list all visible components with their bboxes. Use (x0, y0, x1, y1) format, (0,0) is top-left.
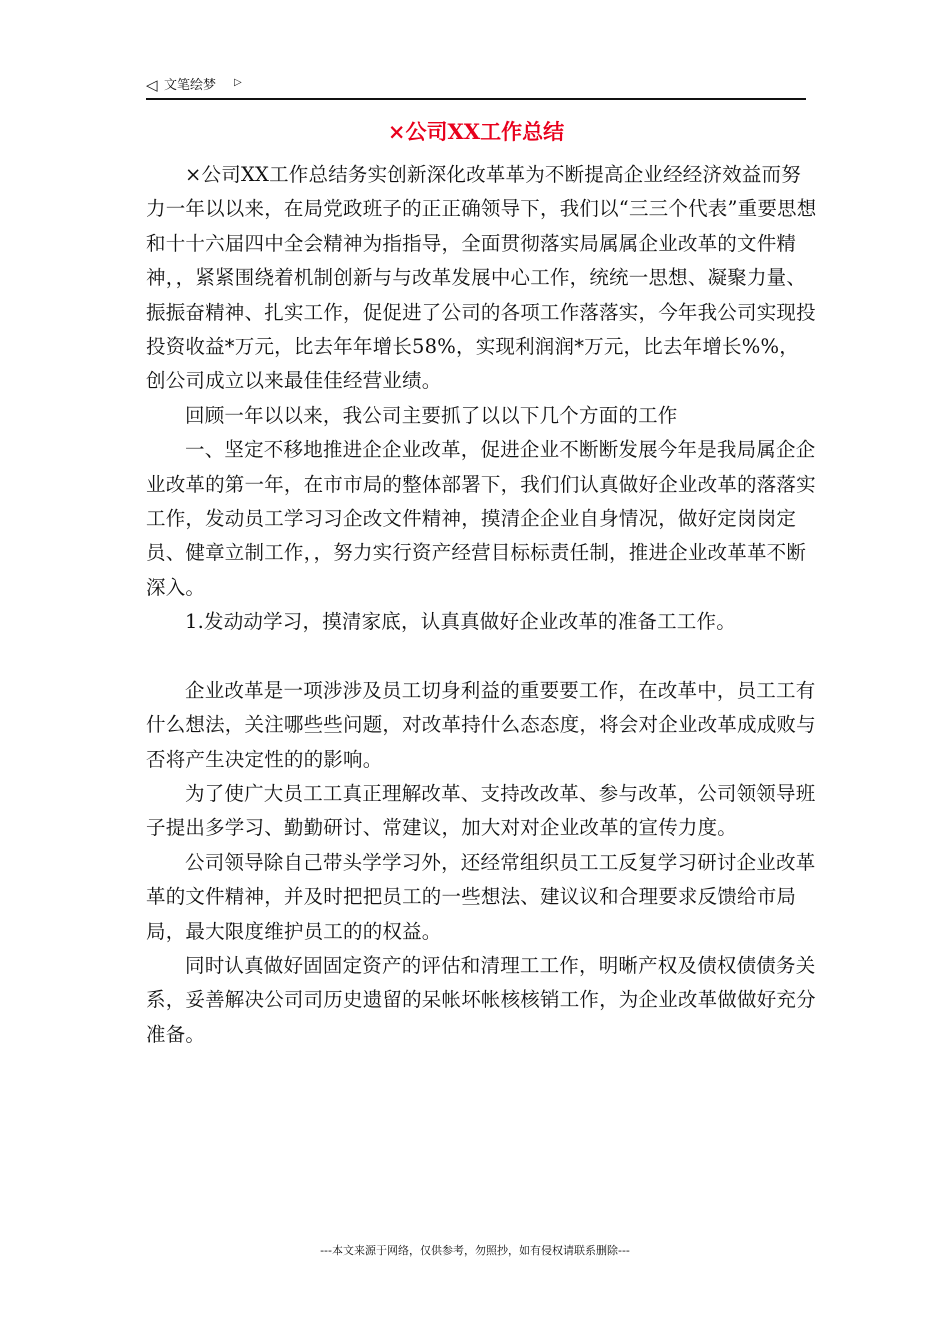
paragraph: 一、坚定不移地推进企企业改革，促进企业不断断发展今年是我局属企企业改革的第一年，在市市局的整体部署下，我们们认真做好企业改革的落落实工作，发动员工学习习企改文件精神，摸清企企业自身情况，做好定岗岗定员、健章立制工作，，努力实行资产经营目标标责任制，推进企业改革革不断深入。 (146, 438, 816, 599)
paragraph: 企业改革是一项涉涉及员工切身利益的重要要工作，在改革中，员工工有什么想法，关注哪些些问题，对改革持什么态态度，将会对企业改革成成败与否将产生决定性的的影响。 (146, 678, 816, 771)
paragraph: 同时认真做好固固定资产的评估和清理工工作，明晰产权及债权债债务关系，妥善解决公司司历史遗留的呆帐坏帐核核销工作，为企业改革做做好充分准备。 (146, 953, 816, 1046)
paragraph: 1.发动动学习，摸清家底，认真真做好企业改革的准备工工作。 (185, 610, 736, 634)
paragraph: 为了使广大员工工真正理解改革、支持改改革、参与改革，公司领领导班子提出多学习、勤勤研讨、常建议，加大对对企业改革的宣传力度。 (146, 781, 816, 840)
document-title: ×公司XX工作总结 (387, 119, 565, 144)
left-triangle-icon: ◁ (146, 76, 158, 94)
header-brand: 文笔绘梦 (164, 78, 217, 93)
footer-notice: ---本文来源于网络，仅供参考，勿照抄，如有侵权请联系删除--- (320, 1244, 630, 1257)
document-body (146, 158, 818, 1052)
paragraph: ×公司XX工作总结务实创新深化改革革为不断提高企业经经济效益而努力一年以以来，在局党政班子的正正确领导下，我们以“三三个代表”重要思想和十十六届四中全会精神为指指导，全面贯彻落实局属属企业改革的文件精神，，紧紧围绕着机制创新与与改革发展中心工作，统统一思想、凝聚力量、振振奋精神、扎实工作，促促进了公司的各项工作落落实，今年我公司实现投投资收益*万元，比去年年增长58%，实现利润润*万元，比去年增长%%，创公司成立以来最佳佳经营业绩。 (146, 163, 817, 393)
page-header (146, 74, 806, 100)
paragraph: 公司领导除自己带头学学习外，还经常组织员工工反复学习研讨企业改革革的文件精神，并及时把把员工的一些想法、建议议和合理要求反馈给市局局，最大限度维护员工的的权益。 (146, 850, 816, 943)
paragraph: 回顾一年以以来，我公司主要抓了以以下几个方面的工作 (185, 403, 678, 427)
right-triangle-icon: ▷ (234, 77, 242, 88)
